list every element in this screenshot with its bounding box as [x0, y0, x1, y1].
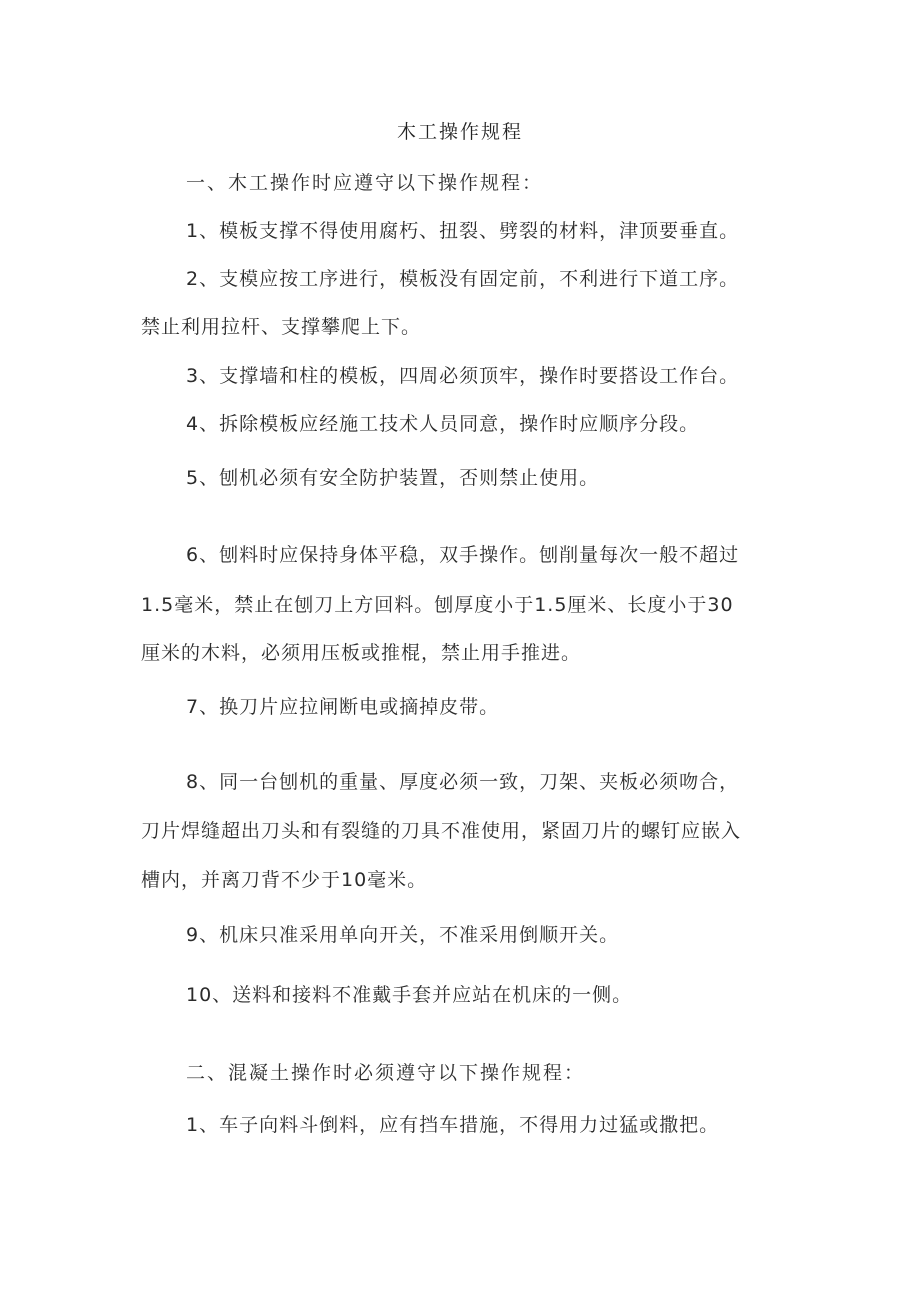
rule-paragraph: 1、车子向料斗倒料，应有挡车措施，不得用力过猛或撒把。 — [186, 1114, 720, 1136]
rule-paragraph: 2、支模应按工序进行，模板没有固定前，不利进行下道工序。 — [186, 268, 740, 290]
rule-paragraph-continuation: 禁止利用拉杆、支撑攀爬上下。 — [141, 316, 422, 338]
rule-paragraph: 9、机床只准采用单向开关，不准采用倒顺开关。 — [186, 924, 620, 946]
rule-paragraph: 1、模板支撑不得使用腐朽、扭裂、劈裂的材料，津顶要垂直。 — [186, 220, 740, 242]
rule-paragraph-continuation: 槽内，并离刀背不少于10毫米。 — [141, 869, 428, 891]
rule-paragraph-continuation: 厘米的木料，必须用压板或推棍，禁止用手推进。 — [141, 642, 582, 664]
rule-paragraph: 7、换刀片应拉闸断电或摘掉皮带。 — [186, 696, 500, 718]
section-heading-concrete: 二、混凝土操作时必须遵守以下操作规程： — [186, 1062, 586, 1084]
rule-paragraph-continuation: 刀片焊缝超出刀头和有裂缝的刀具不准使用，紧固刀片的螺钉应嵌入 — [141, 820, 742, 842]
rule-paragraph: 5、刨机必须有安全防护装置，否则禁止使用。 — [186, 467, 600, 489]
document-title: 木工操作规程 — [396, 121, 523, 143]
rule-paragraph-continuation: 1.5毫米，禁止在刨刀上方回料。刨厚度小于1.5厘米、长度小于30 — [141, 594, 734, 616]
rule-paragraph: 6、刨料时应保持身体平稳，双手操作。刨削量每次一般不超过 — [186, 544, 740, 566]
rule-paragraph: 3、支撑墙和柱的模板，四周必须顶牢，操作时要搭设工作台。 — [186, 365, 740, 387]
rule-paragraph: 10、送料和接料不准戴手套并应站在机床的一侧。 — [186, 984, 633, 1006]
rule-paragraph: 8、同一台刨机的重量、厚度必须一致，刀架、夹板必须吻合， — [186, 771, 740, 793]
section-heading-carpentry: 一、木工操作时应遵守以下操作规程： — [186, 172, 544, 194]
rule-paragraph: 4、拆除模板应经施工技术人员同意，操作时应顺序分段。 — [186, 413, 700, 435]
